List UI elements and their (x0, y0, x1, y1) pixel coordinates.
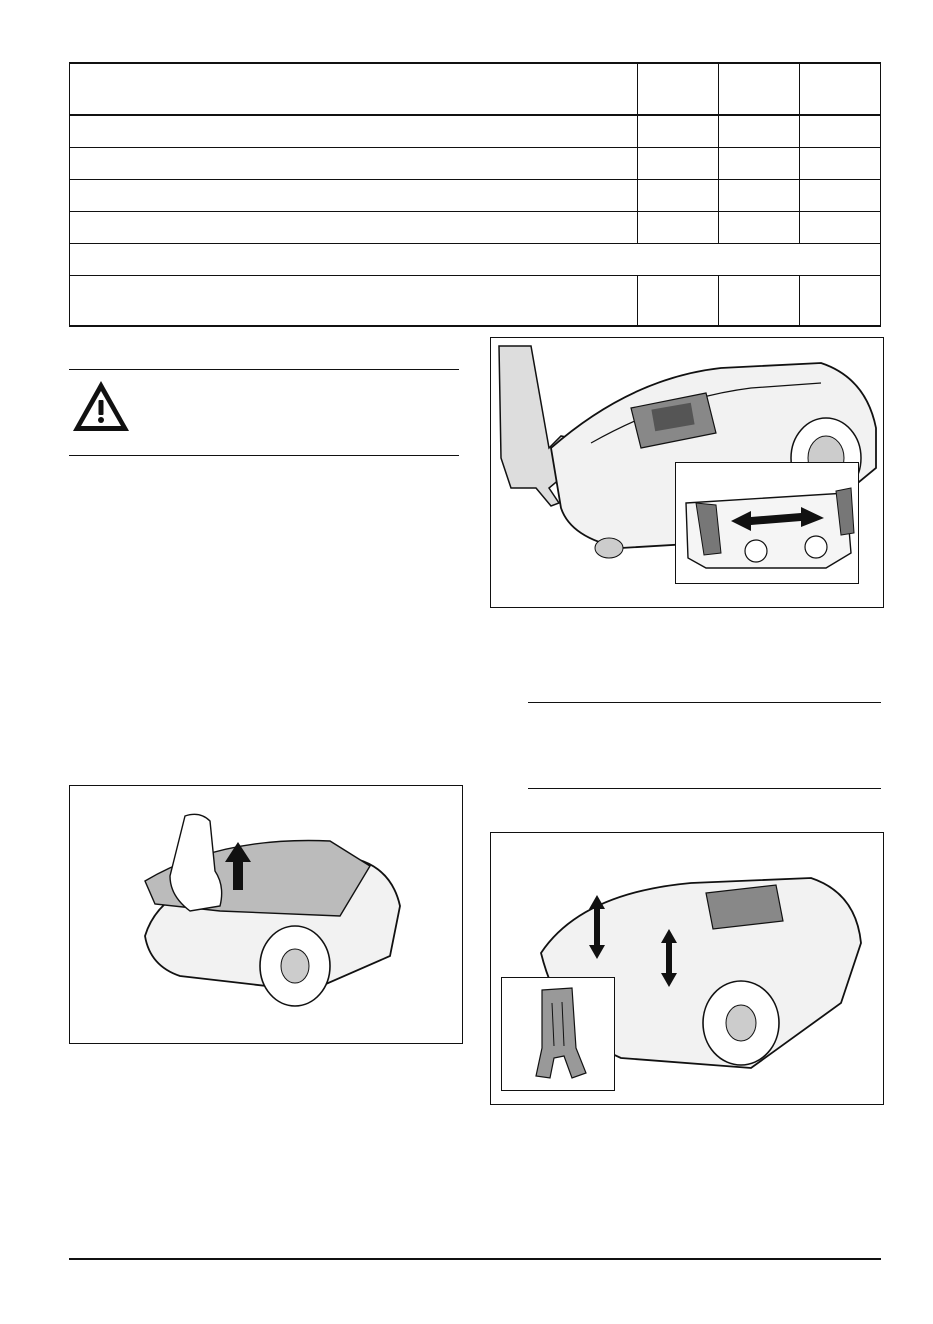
table-cell (70, 212, 638, 244)
table-header-row (70, 63, 881, 115)
note-top-rule (528, 702, 881, 703)
table-row (70, 148, 881, 180)
table-cell (638, 148, 719, 180)
handle-detail-illustration (676, 463, 858, 583)
footer-rule (69, 1258, 881, 1260)
table-cell (800, 180, 881, 212)
figure-blade-clip (490, 832, 884, 1105)
note-bottom-rule (528, 788, 881, 789)
table-cell (70, 115, 638, 148)
warning-triangle-icon (70, 378, 132, 434)
clip-detail-inset (501, 977, 615, 1091)
warning-bottom-rule (69, 455, 459, 456)
table-cell (719, 115, 800, 148)
table-header-cell (719, 63, 800, 115)
table-cell (719, 180, 800, 212)
table-cell (800, 115, 881, 148)
table-row-spanning (70, 244, 881, 276)
table-cell (800, 276, 881, 327)
table-cell (719, 276, 800, 327)
table-row (70, 276, 881, 327)
table-cell (638, 276, 719, 327)
table-row (70, 212, 881, 244)
table-cell (638, 115, 719, 148)
table-row (70, 115, 881, 148)
table-cell (70, 148, 638, 180)
table-header-cell (70, 63, 638, 115)
table-cell-spanning (70, 244, 881, 276)
table-header-cell (638, 63, 719, 115)
figure-handle-slide (490, 337, 884, 608)
table-header-cell (800, 63, 881, 115)
clip-part-icon (502, 978, 614, 1090)
table-cell (800, 212, 881, 244)
spec-table (69, 62, 881, 327)
table-cell (719, 148, 800, 180)
table-cell (800, 148, 881, 180)
table-row (70, 180, 881, 212)
table-cell (638, 212, 719, 244)
warning-top-rule (69, 369, 459, 370)
table-cell (70, 180, 638, 212)
table-cell (638, 180, 719, 212)
handle-detail-inset (675, 462, 859, 584)
table-cell (719, 212, 800, 244)
mower-cover-illustration (70, 786, 462, 1043)
figure-cover-removal (69, 785, 463, 1044)
table-cell (70, 276, 638, 327)
